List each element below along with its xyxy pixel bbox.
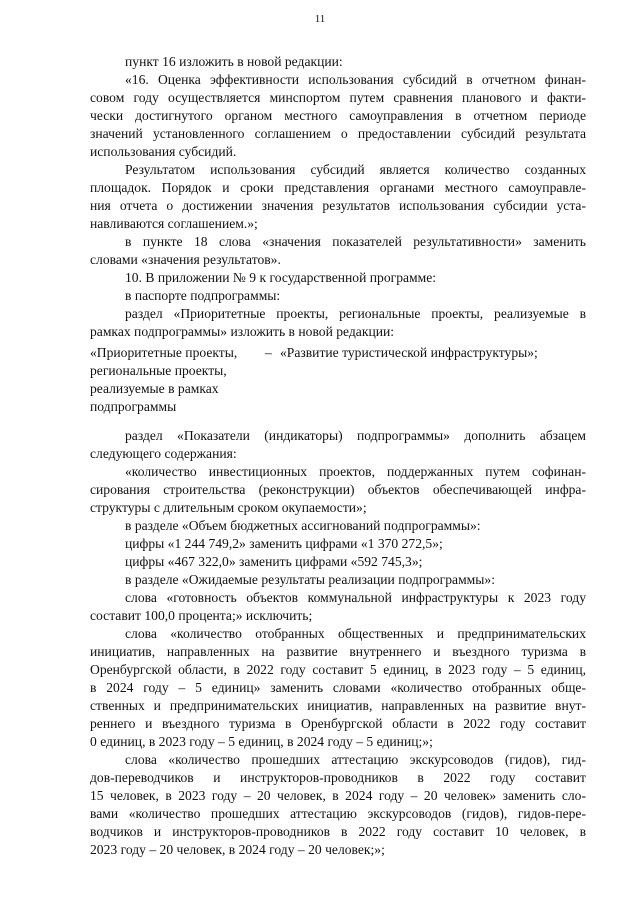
text-line: структуры с длительным сроком окупаемости»;	[90, 500, 367, 515]
text-line: сирования строительства (реконструкции) объектов обеспечивающей инфра-	[90, 482, 586, 497]
text-line: значений установленного соглашением о предоставлении субсидий результата	[90, 126, 586, 141]
text-line: в паспорте подпрограммы:	[125, 288, 281, 303]
table-dash: –	[265, 345, 272, 360]
text-line: ственных и предпринимательских инициатив, направленных на развитие внут-	[90, 698, 586, 713]
table-left-cell-line-3: реализуемые в рамках	[90, 381, 219, 396]
text-line: в пункте 18 слова «значения показателей результативности» заменить	[125, 234, 586, 249]
text-line: следующего содержания:	[90, 446, 237, 461]
text-line: «16. Оценка эффективности использования субсидий в отчетном финан-	[125, 72, 586, 87]
text-line: цифры «1 244 749,2» заменить цифрами «1 370 272,5»;	[125, 536, 443, 551]
text-line: пункт 16 изложить в новой редакции:	[125, 54, 343, 69]
text-line: 2023 году – 20 человек, в 2024 году – 20 человек;»;	[90, 842, 385, 857]
text-line: площадок. Порядок и сроки представления органами местного самоуправле-	[90, 180, 586, 195]
table-left-cell-line-1: «Приоритетные проекты,	[90, 345, 238, 360]
text-line: вами «количество прошедших аттестацию экскурсоводов (гидов), гидов-пере-	[90, 806, 586, 821]
text-line: ния отчета о достижении значения результатов использования субсидии уста-	[90, 198, 586, 213]
text-line: в разделе «Ожидаемые результаты реализации подпрограммы»:	[125, 572, 495, 587]
text-line: рамках подпрограммы» изложить в новой редакции:	[90, 324, 395, 339]
text-line: составит 100,0 процента;» исключить;	[90, 608, 313, 623]
text-line: слова «готовность объектов коммунальной инфраструктуры к 2023 году	[125, 590, 586, 605]
page-number: 11	[314, 13, 326, 25]
table-left-cell-line-4: подпрограммы	[90, 399, 177, 414]
text-line: Оренбургской области, в 2022 году составит 5 единиц, в 2023 году – 5 единиц,	[90, 662, 586, 677]
text-line: 15 человек, в 2023 году – 20 человек, в 2024 году – 20 человек» заменить сло-	[90, 788, 586, 803]
text-line: дов-переводчиков и инструкторов-проводников в 2022 году составит	[90, 770, 586, 785]
text-line: раздел «Показатели (индикаторы) подпрограммы» дополнить абзацем	[125, 428, 586, 443]
text-line: раздел «Приоритетные проекты, региональные проекты, реализуемые в	[125, 306, 586, 321]
text-line: использования субсидий.	[90, 144, 237, 159]
text-line: «количество инвестиционных проектов, поддержанных путем софинан-	[125, 464, 586, 479]
text-line: 0 единиц, в 2023 году – 5 единиц, в 2024 году – 5 единиц;»;	[90, 734, 433, 749]
table-left-cell-line-2: региональные проекты,	[90, 363, 227, 378]
text-line: реннего и въездного туризма в Оренбургской области в 2022 году составит	[90, 716, 586, 731]
text-line: совом году осуществляется минспортом путем сравнения планового и факти-	[90, 90, 586, 105]
text-line: в 2024 году – 5 единиц» заменить словами «количество отобранных обще-	[90, 680, 586, 695]
text-line: 10. В приложении № 9 к государственной программе:	[125, 270, 437, 285]
text-line: чески достигнутого органом местного самоуправления в отчетном периоде	[90, 108, 586, 123]
text-line: инициатив, направленных на развитие внутреннего и въездного туризма в	[90, 644, 586, 659]
text-line: в разделе «Объем бюджетных ассигнований подпрограммы»:	[125, 518, 481, 533]
text-line: слова «количество прошедших аттестацию экскурсоводов (гидов), гид-	[125, 752, 586, 767]
text-line: словами «значения результатов».	[90, 252, 281, 267]
text-line: водчиков и инструкторов-проводников в 2022 году составит 10 человек, в	[90, 824, 586, 839]
text-line: цифры «467 322,0» заменить цифрами «592 745,3»;	[125, 554, 423, 569]
table-right-cell: «Развитие туристической инфраструктуры»;	[280, 345, 538, 360]
text-line: Результатом использования субсидий является количество созданных	[125, 162, 586, 177]
text-line: слова «количество отобранных общественных и предпринимательских	[125, 626, 586, 641]
text-line: навливаются соглашением.»;	[90, 216, 258, 231]
